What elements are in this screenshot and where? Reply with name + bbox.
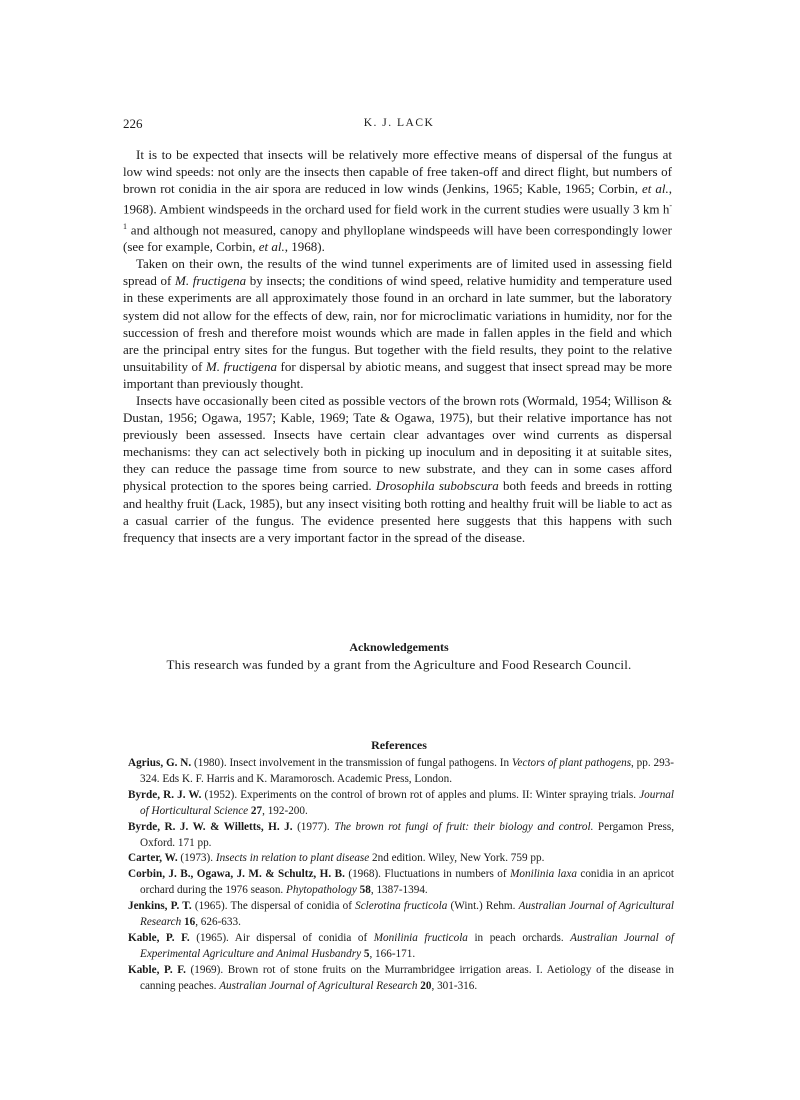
page-number: 226 [123, 116, 143, 131]
reference-item: Agrius, G. N. (1980). Insect involvement in the transmission of fungal pathogens. In Vectors of plant pathogens, pp. 293-324. Eds K. F. Harris and K. Maramorosch. Academic Press, London. [128, 757, 675, 785]
bold-run: Corbin, J. B., Ogawa, J. M. & Schultz, H. B. [128, 868, 345, 881]
superscript-run: -1 [123, 201, 672, 231]
bold-run: Carter, W. [128, 852, 178, 865]
paragraph: Insects have occasionally been cited as possible vectors of the brown rots (Wormald, 1954; Willison & Dustan, 1956; Ogawa, 1957; Kable, 1969; Tate & Ogawa, 1975), but their relative importance has not previously been assessed. Insects have certain clear advantages over wind currents as dispersal mechanisms: they can act selectively both in picking up inoculum and in depositing it at suitable sites, they can reduce the passage time from source to new substrate, and they can in some cases afford physical protection to the spores being carried. Drosophila subobscura both feeds and breeds in rotting and healthy fruit (Lack, 1985), but any insect visiting both rotting and healthy fruit will be liable to act as a casual carrier of the fungus. The evidence presented here suggests that this happens with such frequency that insects are a very important factor in the spread of the disease. [123, 392, 673, 545]
bold-run: 58 [359, 884, 371, 897]
body-text [123, 146, 672, 546]
reference-item: Carter, W. (1973). Insects in relation to plant disease 2nd edition. Wiley, New York. 759 pp. [128, 852, 545, 865]
acknowledgements-heading: Acknowledgements [349, 640, 449, 654]
acknowledgements-text: This research was funded by a grant from the Agriculture and Food Research Council. [166, 657, 632, 672]
italic-run: et al. [642, 181, 669, 197]
italic-run: Sclerotina fructicola [355, 900, 448, 913]
bold-run: Byrde, R. J. W. & Willetts, H. J. [128, 820, 293, 833]
reference-item: Corbin, J. B., Ogawa, J. M. & Schultz, H. B. (1968). Fluctuations in numbers of Monilinia laxa conidia in an apricot orchard during the 1976 season. Phytopathology 58, 1387-1394. [128, 868, 674, 897]
paragraph: It is to be expected that insects will be relatively more effective means of dispersal of the fungus at low wind speeds: not only are the insects then capable of free taken-off and direct flight, but numbers of brown rot conidia in the air spora are reduced in low winds (Jenkins, 1965; Kable, 1965; Corbin, et al., 1968). Ambient windspeeds in the orchard used for field work in the current studies were usually 3 km $h^{-1}$ and although not measured, canopy and phylloplane windspeeds will have been correspondingly lower (see for example, Corbin, et al., 1968). [123, 147, 672, 255]
reference-item: Byrde, R. J. W. (1952). Experiments on the control of brown rot of apples and plums. II: Winter spraying trials. Journal of Horticultural Science 27, 192-200. [128, 788, 674, 817]
italic-run: Australian Journal of Experimental Agriculture and Animal Husbandry [140, 931, 674, 960]
reference-item: Jenkins, P. T. (1965). The dispersal of conidia of Sclerotina fructicola (Wint.) Rehm. Australian Journal of Agricultural Research 16, 626-633. [128, 900, 674, 929]
paragraph: Taken on their own, the results of the wind tunnel experiments are of limited used in assessing field spread of M. fructigena by insects; the conditions of wind speed, relative humidity and temperature used in these experiments are all approximately those found in an orchard in late summer, but the laboratory system did not allow for the effects of dew, rain, nor for microclimatic variations in humidity, nor for the succession of fresh and therefore moist wounds which are made in fallen apples in the field and which are the principal entry sites for the fungus. But together with the field results, they point to the relative unsuitability of M. fructigena for dispersal by abiotic means, and suggest that insect spread may be more important than previously thought. [123, 256, 672, 391]
bold-run: 27 [250, 804, 263, 817]
bold-run: Kable, P. F. [128, 963, 186, 976]
reference-item: Byrde, R. J. W. & Willetts, H. J. (1977). The brown rot fungi of fruit: their biology and control. Pergamon Press, Oxford. 171 pp. [128, 820, 675, 849]
bold-run: Byrde, R. J. W. [128, 788, 202, 801]
bold-run: Agrius, G. N. [128, 757, 192, 769]
italic-run: The brown rot fungi of fruit: their biology and control. [334, 820, 594, 833]
running-head: K. J. LACK [363, 117, 435, 129]
italic-run: Monilinia laxa [510, 868, 577, 881]
italic-run: Phytopathology [286, 884, 357, 897]
italic-run: M. fructigena [175, 273, 247, 289]
reference-item: Kable, P. F. (1969). Brown rot of stone fruits on the Murrambridgee irrigation areas. I. Aetiology of the disease in canning peaches. Australian Journal of Agricultural Research 20, 301-316. [128, 963, 674, 992]
italic-run: Australian Journal of Agricultural Research [140, 900, 674, 929]
italic-run: Drosophila subobscura [375, 478, 499, 494]
reference-item: Kable, P. F. (1965). Air dispersal of conidia of Monilinia fructicola in peach orchards. Australian Journal of Experimental Agriculture and Animal Husbandry 5, 166-171. [128, 931, 674, 960]
italic-run: Australian Journal of Agricultural Research [219, 979, 418, 992]
bold-run: Jenkins, P. T. [128, 900, 192, 913]
italic-run: Vectors of plant pathogens [511, 757, 632, 769]
page-header [123, 116, 675, 134]
italic-run: Monilinia fructicola [373, 931, 468, 944]
italic-run: et al. [258, 239, 285, 255]
italic-run: M. fructigena [205, 358, 277, 374]
reference-list [128, 756, 674, 995]
bold-run: Kable, P. F. [128, 931, 190, 944]
references-heading: References [371, 738, 427, 752]
bold-run: 20 [420, 979, 432, 992]
italic-run: Insects in relation to plant disease [215, 852, 370, 865]
bold-run: 5 [363, 947, 370, 960]
bold-run: 16 [184, 916, 196, 929]
italic-run: Journal of Horticultural Science [140, 788, 674, 817]
